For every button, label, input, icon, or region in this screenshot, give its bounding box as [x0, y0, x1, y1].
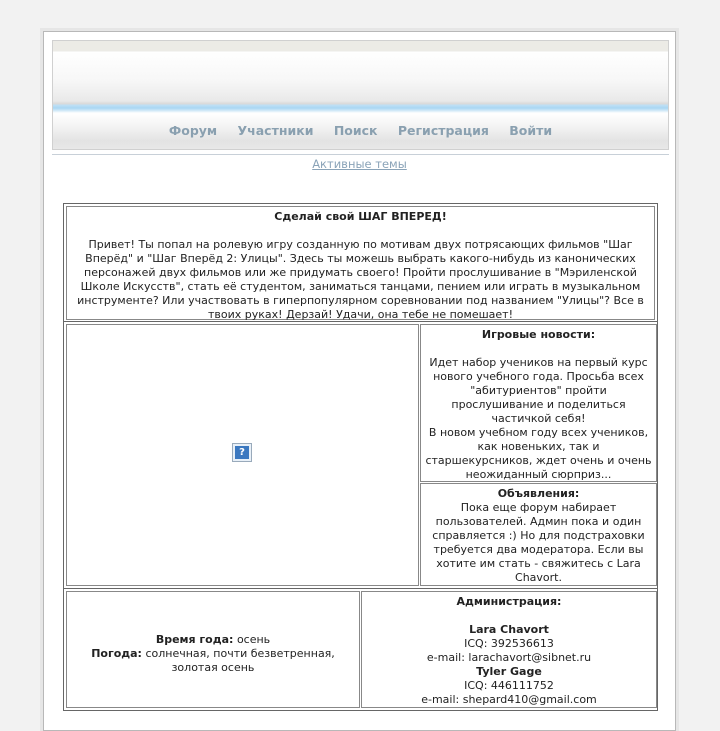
intro-cell [66, 206, 655, 320]
news-line: частичкой себя! [491, 412, 586, 425]
news-line: В новом учебном году всех учеников, [428, 426, 649, 439]
news-line: неожиданный сюрприз... [465, 468, 612, 481]
announcements-line: справляется :) Но для подстраховки [432, 529, 645, 542]
nav-login-link[interactable]: Войти [509, 123, 553, 138]
news-cell [420, 324, 657, 482]
admin-name: Lara Chavort [469, 623, 549, 636]
announcements-line: пользователей. Админ пока и один [435, 515, 642, 528]
nav-search-link[interactable]: Поиск [333, 123, 378, 138]
admin-title: Администрация: [456, 595, 562, 608]
weather-cell [66, 591, 360, 708]
weather-value: золотая осень [171, 661, 255, 674]
intro-line: персонажей двух фильмов или же придумать своего! Пройти прослушивание в "Мэриленской [84, 266, 637, 279]
weather-label: Погода: [91, 647, 142, 660]
admin-name: Tyler Gage [476, 665, 542, 678]
news-line: нового учебного года. Просьба всех [433, 370, 644, 383]
weather-value: солнечная, почти безветренная, [141, 647, 335, 660]
announcements-line: хотите им стать - свяжитесь с Lara [436, 557, 641, 570]
intro-box [63, 203, 658, 323]
active-topics-link[interactable]: Активные темы [312, 157, 407, 171]
season-value: осень [233, 633, 271, 646]
bottom-box [63, 588, 658, 711]
middle-box [63, 321, 658, 589]
nav-divider [52, 154, 669, 155]
nav-members-link[interactable]: Участники [237, 123, 314, 138]
main-nav [53, 123, 668, 138]
forum-frame [43, 31, 676, 731]
broken-image-icon: ? [232, 443, 252, 462]
intro-line: Привет! Ты попал на ролевую игру созданную по мотивам двух потрясающих фильмов "Шаг [88, 238, 633, 251]
intro-line: инструменте? Или участвовать в гиперпопулярном соревновании под названием "Улицы"? Все в [77, 294, 644, 307]
intro-title: Сделай свой ШАГ ВПЕРЕД! [274, 210, 447, 223]
news-line: Идет набор учеников на первый курс [429, 356, 648, 369]
nav-register-link[interactable]: Регистрация [397, 123, 489, 138]
season-label: Время года: [155, 633, 234, 646]
intro-line: Школе Искусств", стать её студентом, заниматься танцами, пением или играть в музыкальном [80, 280, 641, 293]
news-line: старшекурсников, ждет очень и очень [425, 454, 652, 467]
admin-email: e-mail: shepard410@gmail.com [421, 693, 597, 706]
forum-header-banner [52, 40, 669, 150]
news-line: прослушивание и поделиться [451, 398, 626, 411]
image-cell [66, 324, 419, 586]
intro-line: Вперёд" и "Шаг Вперёд 2: Улицы". Здесь ты можешь выбрать какого-нибудь из канонических [85, 252, 636, 265]
news-line: "абитуриентов" пройти [470, 384, 607, 397]
announcements-title: Объявления: [497, 487, 580, 500]
news-title: Игровые новости: [481, 328, 596, 341]
news-line: как новеньких, так и [477, 440, 600, 453]
intro-line: твоих руках! Дерзай! Удачи, она тебе не помешает! [208, 308, 513, 321]
announcements-line: требуется два модератора. Если вы [433, 543, 644, 556]
announcements-line: Chavort. [515, 571, 562, 584]
admin-icq: ICQ: 446111752 [464, 679, 554, 692]
nav-forum-link[interactable]: Форум [168, 123, 218, 138]
admin-icq: ICQ: 392536613 [464, 637, 554, 650]
admin-cell [361, 591, 657, 708]
announcements-line: Пока еще форум набирает [460, 501, 617, 514]
announcements-cell [420, 483, 657, 586]
admin-email: e-mail: larachavort@sibnet.ru [426, 651, 592, 664]
